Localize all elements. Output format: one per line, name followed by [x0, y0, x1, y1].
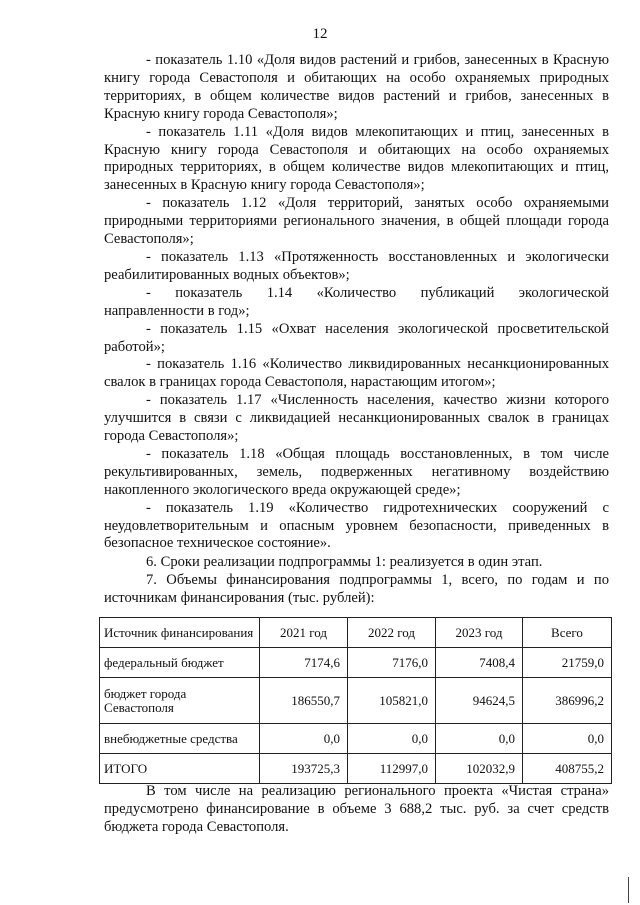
indicator-1-18: - показатель 1.18 «Общая площадь восстановленных, в том числе рекультивированных, земель, подверженных негативному воздействию накопленного экологического вреда окружающей среде»; — [104, 445, 609, 498]
table-row — [100, 678, 612, 724]
financing-table — [99, 617, 612, 784]
table-cell: 94624,5 — [436, 678, 523, 724]
table-header-cell: Всего — [523, 618, 612, 648]
table-cell: 0,0 — [260, 724, 348, 754]
table-cell: 386996,2 — [523, 678, 612, 724]
table-cell: 7176,0 — [348, 648, 436, 678]
table-cell: 193725,3 — [260, 754, 348, 784]
indicator-1-13: - показатель 1.13 «Протяженность восстановленных и экологически реабилитированных водных объектов»; — [104, 248, 609, 283]
table-total-row — [100, 754, 612, 784]
table-cell: 102032,9 — [436, 754, 523, 784]
table-row — [100, 724, 612, 754]
indicator-1-10: - показатель 1.10 «Доля видов растений и грибов, занесенных в Красную книгу города Севастополя и обитающих на особо охраняемых природных территориях, в общем количестве видов растений и грибов, занесенных в Красную книгу города Севастополя»; — [104, 52, 609, 122]
indicator-1-11: - показатель 1.11 «Доля видов млекопитающих и птиц, занесенных в Красную книгу города Севастополя и обитающих на особо охраняемых природных территориях, в общем количестве видов млекопитающих и птиц, занесенных в Красную книгу города Севастополя»; — [104, 123, 609, 194]
table-header-cell: 2023 год — [436, 618, 523, 648]
table-cell: 408755,2 — [523, 754, 612, 784]
table-cell: 186550,7 — [260, 678, 348, 724]
table-cell: 7408,4 — [436, 648, 523, 678]
closing-paragraph — [104, 783, 609, 837]
table-header-cell: 2022 год — [348, 618, 436, 648]
page-number: 12 — [312, 26, 328, 42]
section-7-financing: 7. Объемы финансирования подпрограммы 1, всего, по годам и по источникам финансирования (тыс. рублей): — [104, 572, 609, 607]
table-cell: 21759,0 — [523, 648, 612, 678]
section-6-timeline: 6. Сроки реализации подпрограммы 1: реализуется в один этап. — [146, 554, 543, 571]
table-cell-source: ИТОГО — [100, 754, 260, 784]
table-cell: 0,0 — [348, 724, 436, 754]
table-cell: 112997,0 — [348, 754, 436, 784]
table-cell-source: федеральный бюджет — [100, 648, 260, 678]
table-cell-source: внебюджетные средства — [100, 724, 260, 754]
indicator-1-19: - показатель 1.19 «Количество гидротехнических сооружений с неудовлетворительным и опасным уровнем безопасности, приведенных в безопасное техническое состояние». — [104, 499, 609, 552]
table-header-row — [100, 618, 612, 648]
table-cell: 0,0 — [523, 724, 612, 754]
scan-edge-mark — [628, 877, 638, 903]
table-cell: 0,0 — [436, 724, 523, 754]
table-header-cell: 2021 год — [260, 618, 348, 648]
table-row — [100, 648, 612, 678]
clean-country-note: В том числе на реализацию регионального проекта «Чистая страна» предусмотрено финансирование в объеме 3 688,2 тыс. руб. за счет средств бюджета города Севастополя. — [104, 783, 609, 835]
table-header-cell: Источник финансирования — [100, 618, 260, 648]
indicator-1-12: - показатель 1.12 «Доля территорий, занятых особо охраняемыми природными территориями регионального значения, в общей площади города Севастополя»; — [104, 195, 609, 248]
indicator-1-16: - показатель 1.16 «Количество ликвидированных несанкционированных свалок в границах города Севастополя, нарастающим итогом»; — [104, 356, 609, 391]
table-cell-source: бюджет города Севастополя — [100, 678, 260, 724]
indicator-1-17: - показатель 1.17 «Численность населения, качество жизни которого улучшится в связи с ликвидацией несанкционированных свалок в границах города Севастополя»; — [104, 392, 609, 445]
table-cell: 7174,6 — [260, 648, 348, 678]
indicator-1-15: - показатель 1.15 «Охват населения экологической просветительской работой»; — [104, 320, 609, 355]
table-cell: 105821,0 — [348, 678, 436, 724]
body-text — [104, 52, 609, 608]
indicator-1-14: - показатель 1.14 «Количество публикаций экологической направленности в год»; — [104, 284, 609, 319]
